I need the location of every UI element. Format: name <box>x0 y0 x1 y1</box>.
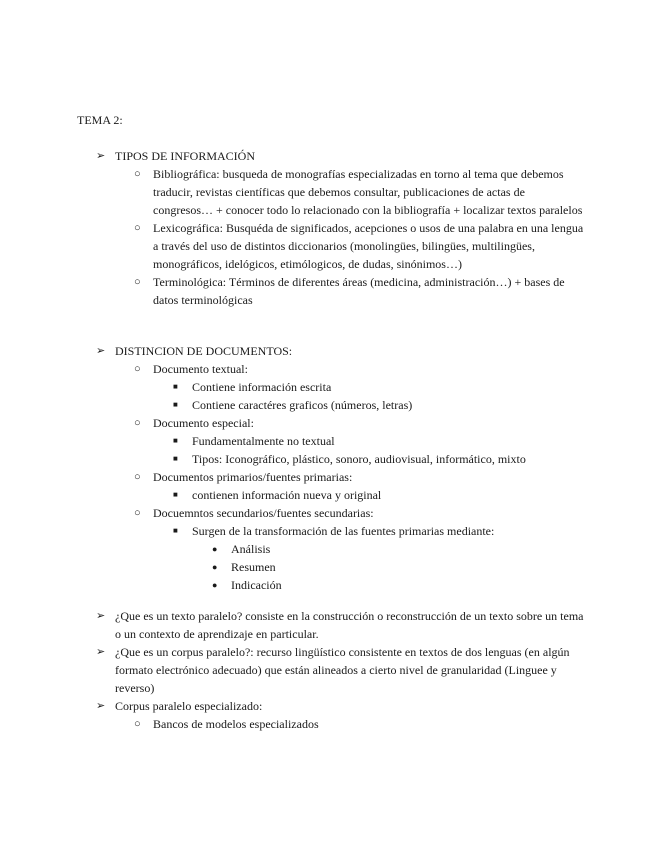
list-item <box>96 273 586 309</box>
item-text: Documento especial: <box>153 416 254 430</box>
list-item <box>96 486 586 504</box>
list-item <box>96 468 586 486</box>
item-text: Contiene información escrita <box>192 380 332 394</box>
list-item <box>96 540 586 558</box>
list-item <box>96 432 586 450</box>
list-item <box>96 450 586 468</box>
list-item <box>96 715 586 733</box>
list-item <box>96 697 586 715</box>
list-item <box>96 504 586 522</box>
arrow-bullet-icon: ➢ <box>96 646 106 658</box>
list-item <box>96 396 586 414</box>
item-text: Documento textual: <box>153 362 248 376</box>
arrow-bullet-icon: ➢ <box>96 700 106 712</box>
circle-bullet-icon: ○ <box>134 168 141 180</box>
item-text: Resumen <box>231 560 276 574</box>
item-text: Tipos: Iconográfico, plástico, sonoro, audiovisual, informático, mixto <box>192 452 526 466</box>
section-tipos-informacion <box>96 147 586 309</box>
list-item <box>96 165 586 219</box>
item-text: ¿Que es un corpus paralelo?: recurso lingüístico consistente en textos de dos lenguas (en algún formato electrónico adecuado) que están alineados a cierto nivel de granularidad (Linguee y reverso) <box>115 645 570 695</box>
section-distincion-documentos <box>96 342 586 594</box>
list-item <box>96 558 586 576</box>
square-bullet-icon: ■ <box>173 454 178 463</box>
section-heading: TIPOS DE INFORMACIÓN <box>115 149 256 163</box>
list-item <box>96 360 586 378</box>
square-bullet-icon: ■ <box>173 400 178 409</box>
item-text: Bibliográfica: busqueda de monografías especializadas en torno al tema que debemos traducir, revistas científicas que debemos consultar, publicaciones de actas de congresos… + conocer todo lo relacionado con la bibliografía + localizar textos paralelos <box>153 167 583 217</box>
square-bullet-icon: ■ <box>173 490 178 499</box>
item-text: contienen información nueva y original <box>192 488 382 502</box>
item-text: Bancos de modelos especializados <box>153 717 319 731</box>
item-text: Lexicográfica: Busquéda de significados, acepciones o usos de una palabra en una lengua a través del uso de distintos diccionarios (monolingües, bilingües, multilingües, monográficos, idelógicos, etimólogicos, de dudas, sinónimos…) <box>153 221 584 271</box>
section-heading: DISTINCION DE DOCUMENTOS: <box>115 344 293 358</box>
circle-bullet-icon: ○ <box>134 222 141 234</box>
list-item <box>96 342 586 360</box>
circle-bullet-icon: ○ <box>134 471 141 483</box>
arrow-bullet-icon: ➢ <box>96 610 106 622</box>
square-bullet-icon: ■ <box>173 526 178 535</box>
list-item <box>96 576 586 594</box>
item-text: ¿Que es un texto paralelo? consiste en la construcción o reconstrucción de un texto sobre un tema o un contexto de aprendizaje en particular. <box>115 609 584 641</box>
list-item <box>96 643 586 697</box>
list-item <box>96 607 586 643</box>
dot-bullet-icon: ● <box>212 580 218 590</box>
square-bullet-icon: ■ <box>173 436 178 445</box>
page-title: TEMA 2: <box>77 113 123 127</box>
dot-bullet-icon: ● <box>212 544 218 554</box>
circle-bullet-icon: ○ <box>134 507 141 519</box>
item-text: Documentos primarios/fuentes primarias: <box>153 470 353 484</box>
list-item <box>96 522 586 540</box>
item-text: Fundamentalmente no textual <box>192 434 335 448</box>
list-item <box>96 147 586 165</box>
circle-bullet-icon: ○ <box>134 718 141 730</box>
item-text: Contiene caractéres graficos (números, letras) <box>192 398 413 412</box>
arrow-bullet-icon: ➢ <box>96 150 106 162</box>
arrow-bullet-icon: ➢ <box>96 345 106 357</box>
list-item <box>96 414 586 432</box>
circle-bullet-icon: ○ <box>134 417 141 429</box>
square-bullet-icon: ■ <box>173 382 178 391</box>
item-text: Docuemntos secundarios/fuentes secundarias: <box>153 506 374 520</box>
list-item <box>96 378 586 396</box>
item-text: Surgen de la transformación de las fuentes primarias mediante: <box>192 524 495 538</box>
circle-bullet-icon: ○ <box>134 363 141 375</box>
item-text: Análisis <box>231 542 271 556</box>
circle-bullet-icon: ○ <box>134 276 141 288</box>
item-text: Corpus paralelo especializado: <box>115 699 263 713</box>
dot-bullet-icon: ● <box>212 562 218 572</box>
list-item <box>96 219 586 273</box>
section-corpus <box>96 607 586 733</box>
item-text: Indicación <box>231 578 282 592</box>
item-text: Terminológica: Términos de diferentes áreas (medicina, administración…) + bases de datos terminológicas <box>153 275 565 307</box>
